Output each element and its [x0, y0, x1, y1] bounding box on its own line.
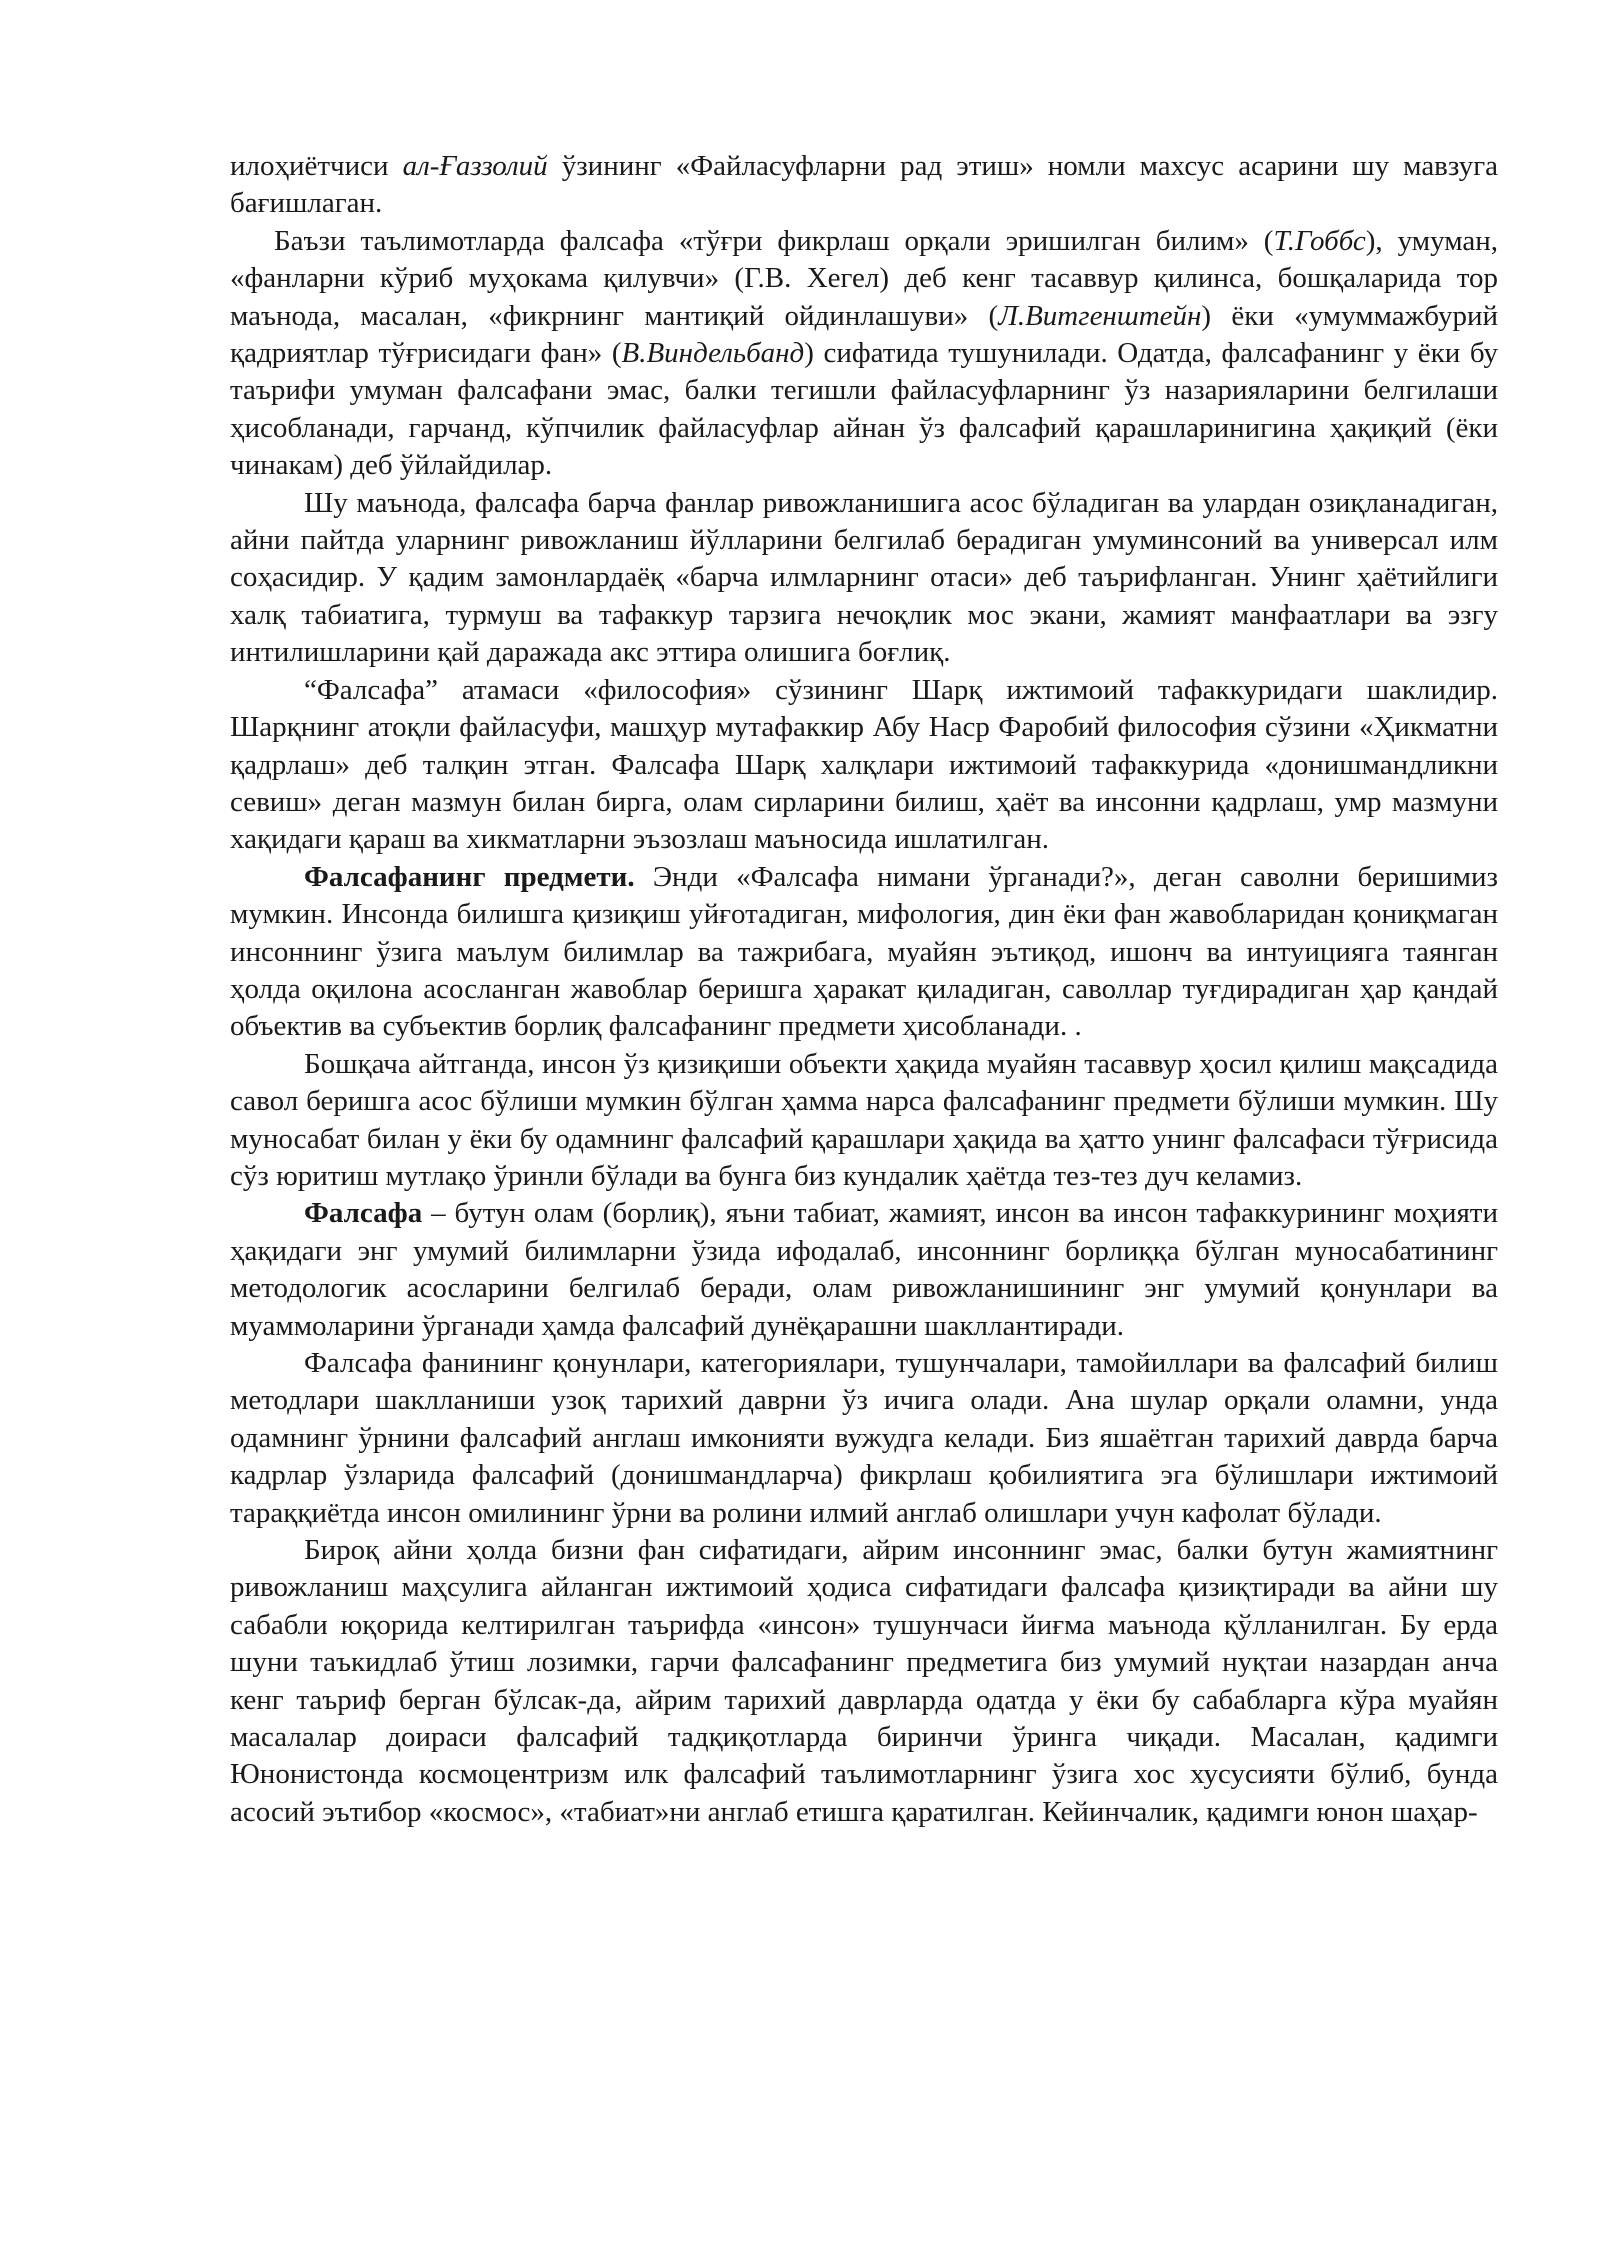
text-run: ) ёки «умуммажбурий қадриятлар тўғрисидаги фан» ( — [230, 299, 1498, 370]
paragraph — [230, 1046, 1498, 1196]
bold-term: Фалсафа — [304, 1197, 423, 1230]
paragraph — [230, 223, 1498, 485]
paragraph — [230, 1345, 1498, 1532]
text-run: илоҳиётчиси — [230, 150, 403, 182]
text-run: Шу маънода, фалсафа барча фанлар ривожланишига асос бўладиган ва улардан озиқланадиган, айни пайтда уларнинг ривожланиш йўлларини белгилаб берадиган умуминсоний ва универсал илм соҳасидир. У қадим замонлардаёқ «барча илмларнинг отаси» деб таърифланган. Унинг ҳаётийлиги халқ табиатига, турмуш ва тафаккур тарзига нечоқлик мос экани, жамият манфаатлари ва эзгу интилишларини қай даражада акс эттира олишига боғлиқ. — [230, 486, 1498, 669]
bold-term: Фалсафанинг предмети. — [304, 860, 635, 893]
text-run: Баъзи таълимотларда фалсафа «тўғри фикрлаш орқали эришилган билим» ( — [274, 224, 1274, 257]
text-run: Энди «Фалсафа нимани ўрганади?», деган саволни беришимиз мумкин. Инсонда билишга қизиқиш уйғотадиган, мифология, дин ёки фан жавобларидан қониқмаган инсоннинг ўзига маълум билимлар ва тажрибага, муайян эътиқод, ишонч ва интуицияга таянган ҳолда оқилона асосланган жавоблар беришга ҳаракат қиладиган, саволлар туғдирадиган ҳар қандай объектив ва субъектив борлиқ фалсафанинг предмети ҳисобланади. . — [230, 860, 1498, 1043]
paragraph — [230, 1532, 1498, 1831]
document-page — [230, 148, 1498, 1831]
text-run: Бошқача айтганда, инсон ўз қизиқиши объекти ҳақида муайян тасаввур ҳосил қилиш мақсадида савол беришга асос бўлиши мумкин бўлган ҳамма нарса фалсафанинг предмети бўлиши мумкин. Шу муносабат билан у ёки бу одамнинг фалсафий қарашлари ҳақида ва ҳатто унинг фалсафаси тўғрисида сўз юритиш мутлақо ўринли бўлади ва бунга биз кундалик ҳаётда тез-тез дуч келамиз. — [230, 1047, 1498, 1192]
paragraph — [230, 1195, 1498, 1345]
text-run: ), умуман, «фанларни кўриб муҳокама қилувчи» (Г.В. Хегел) деб кенг тасаввур қилинса, бошқаларида тор маънода, масалан, «фикрнинг мантиқий ойдинлашуви» ( — [230, 224, 1498, 332]
italic-name: ал-Ғаззолий — [402, 150, 548, 182]
text-run: Бироқ айни ҳолда бизни фан сифатидаги, айрим инсоннинг эмас, балки бутун жамиятнинг ривожланиш маҳсулига айланган ижтимоий ҳодиса сифатидаги фалсафа қизиқтиради ва айни шу сабабли юқорида келтирилган таърифда «инсон» тушунчаси йиғма маънода қўлланилган. Бу ерда шуни таъкидлаб ўтиш лозимки, гарчи фалсафанинг предметига биз умумий нуқтаи назардан анча кенг таъриф берган бўлсак-да, айрим тарихий даврларда одатда у ёки бу сабабларга кўра муайян масалалар доираси фалсафий тадқиқотларда биринчи ўринга чиқади. Масалан, қадимги Юнонистонда космоцентризм илк фалсафий таълимотларнинг ўзига хос хусусияти бўлиб, бунда асосий эътибор «космос», «табиат»ни англаб етишга қаратилган. Кейинчалик, қадимги юнон шаҳар- — [230, 1534, 1498, 1828]
paragraph — [230, 859, 1498, 1046]
italic-name: Л.Витгенштейн — [998, 299, 1202, 332]
paragraph — [230, 672, 1498, 859]
paragraph — [230, 485, 1498, 672]
text-run: “Фалсафа” атамаси «философия» сўзининг Шарқ ижтимоий тафаккуридаги шаклидир. Шарқнинг атоқли файласуфи, машҳур мутафаккир Абу Наср Фаробий философия сўзини «Ҳикматни қадрлаш» деб талқин этган. Фалсафа Шарқ халқлари ижтимоий тафаккурида «донишмандликни севиш» деган мазмун билан бирга, олам сирларини билиш, ҳаёт ва инсонни қадрлаш, умр мазмуни хақидаги қараш ва хикматларни эъзозлаш маъносида ишлатилган. — [230, 673, 1498, 856]
text-run: ) сифатида тушунилади. Одатда, фалсафанинг у ёки бу таърифи умуман фалсафани эмас, балки тегишли файласуфларнинг ўз назарияларини белгилаши ҳисобланади, гарчанд, кўпчилик файласуфлар айнан ўз фалсафий қарашларинигина ҳақиқий (ёки чинакам) деб ўйлайдилар. — [230, 337, 1498, 482]
italic-name: В.Виндельбанд — [621, 337, 805, 370]
paragraph — [230, 148, 1498, 223]
text-run: – бутун олам (борлиқ), яъни табиат, жамият, инсон ва инсон тафаккурининг моҳияти ҳақидаги энг умумий билимларни ўзида ифодалаб, инсоннинг борлиққа бўлган муносабатининг методологик асосларини белгилаб беради, олам ривожланишининг энг умумий қонунлари ва муаммоларини ўрганади ҳамда фалсафий дунёқарашни шакллантиради. — [230, 1197, 1498, 1342]
text-run: Фалсафа фанининг қонунлари, категориялари, тушунчалари, тамойиллари ва фалсафий билиш методлари шаклланиши узоқ тарихий даврни ўз ичига олади. Ана шулар орқали оламни, унда одамнинг ўрнини фалсафий англаш имконияти вужудга келади. Биз яшаётган тарихий даврда барча кадрлар ўзларида фалсафий (донишмандларча) фикрлаш қобилиятига эга бўлишлари ижтимоий тараққиётда инсон омилининг ўрни ва ролини илмий англаб олишлари учун кафолат бўлади. — [230, 1347, 1498, 1529]
italic-name: Т.Гоббс — [1273, 224, 1366, 257]
text-run: ўзининг «Файласуфларни рад этиш» номли махсус асарини шу мавзуга бағишлаган. — [230, 150, 1498, 220]
